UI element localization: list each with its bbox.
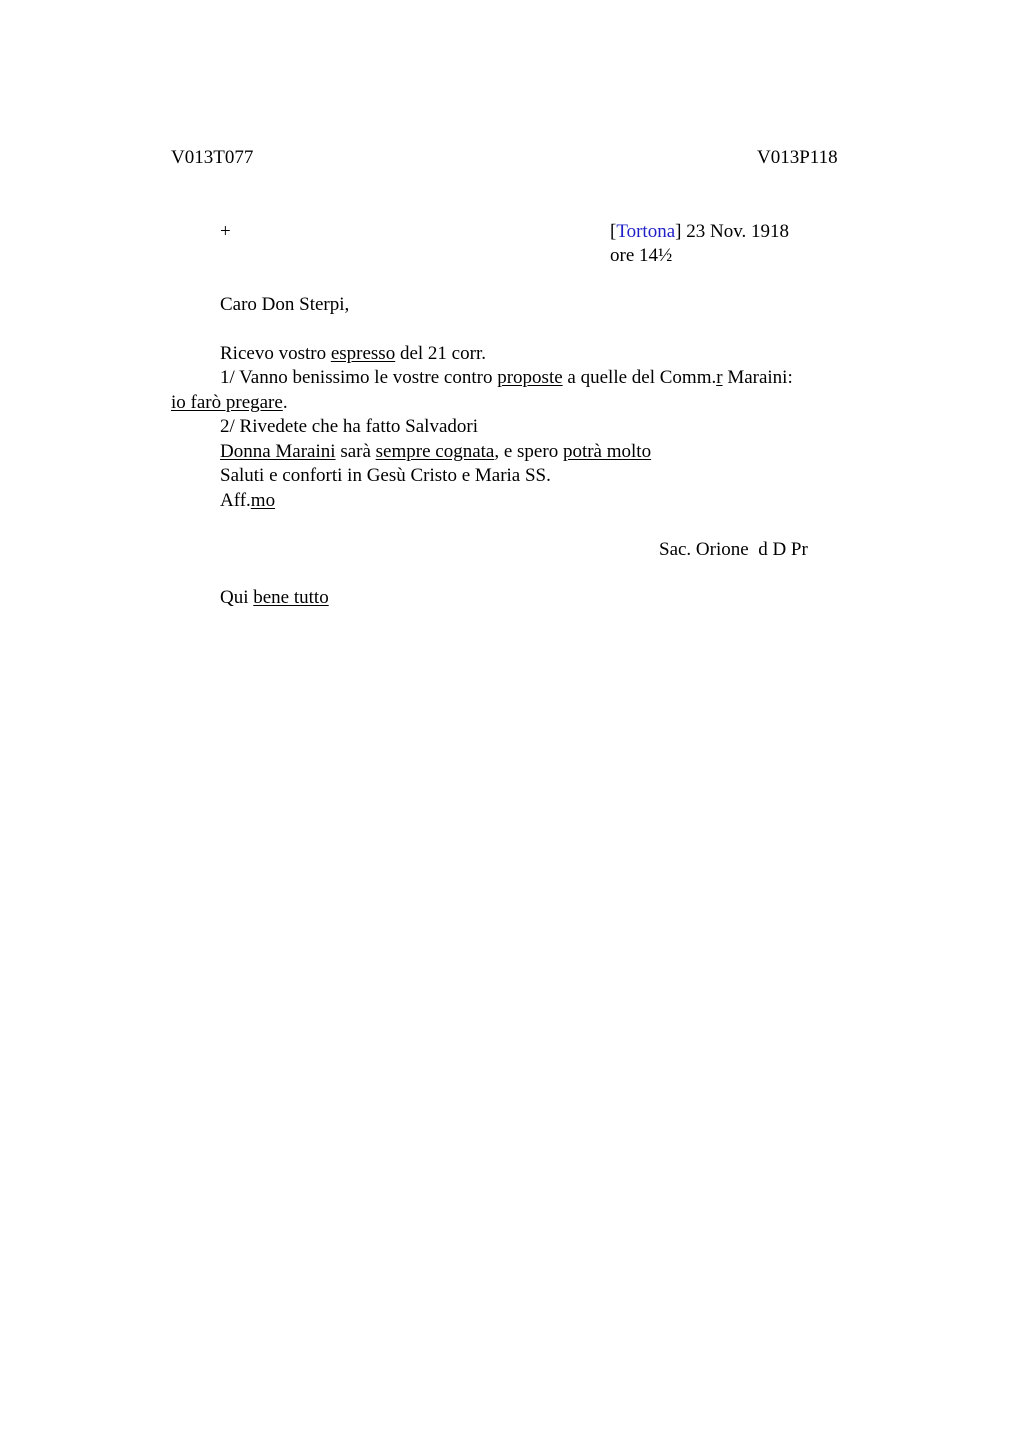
cross-mark	[220, 220, 231, 244]
body-line-7-a: Aff.	[220, 490, 251, 511]
place-bracket-close: ]	[675, 221, 682, 242]
body-line-6	[220, 464, 551, 488]
body-line-6-text: Saluti e conforti in Gesù Cristo e Maria SS.	[220, 465, 551, 486]
code-right-text: V013P118	[757, 147, 838, 168]
time-line	[610, 244, 672, 268]
body-line-5	[220, 440, 651, 464]
postscript	[220, 586, 329, 610]
body-line-1-a: Ricevo vostro	[220, 343, 331, 364]
body-line-7-underlined: mo	[250, 490, 276, 511]
place-name: Tortona	[616, 221, 676, 242]
body-line-3	[171, 391, 288, 415]
body-line-1-c: del 21 corr.	[395, 343, 486, 364]
body-line-1	[220, 342, 486, 366]
place-bracket-open: [	[610, 221, 617, 242]
body-line-5-underlined-c: sempre cognata	[375, 441, 495, 462]
document-code-right	[757, 146, 838, 170]
cross-text: +	[220, 221, 231, 242]
code-left-text: V013T077	[171, 147, 254, 168]
body-line-1-underlined: espresso	[330, 343, 396, 364]
body-line-2-c: a quelle del Comm.	[562, 367, 717, 388]
body-line-3-underlined: io farò pregare	[171, 392, 283, 413]
body-line-2-underlined: proposte	[497, 367, 563, 388]
signature	[659, 538, 808, 562]
body-line-7	[220, 489, 275, 513]
body-line-5-d: , e spero	[494, 441, 563, 462]
body-line-5-underlined-e: potrà molto	[562, 441, 652, 462]
salutation-text: Caro Don Sterpi,	[220, 294, 350, 315]
body-line-4-text: 2/ Rivedete che ha fatto Salvadori	[220, 416, 478, 437]
body-line-2-a: 1/ Vanno benissimo le vostre contro	[220, 367, 498, 388]
body-line-4	[220, 415, 478, 439]
body-line-3-b: .	[282, 392, 288, 413]
place-date	[610, 220, 789, 244]
body-line-5-underlined-a: Donna Maraini	[220, 441, 336, 462]
time-text: ore 14½	[610, 245, 673, 266]
salutation	[220, 293, 349, 317]
postscript-underlined: bene tutto	[253, 587, 329, 608]
body-line-2	[220, 366, 793, 390]
body-line-2-e: Maraini:	[722, 367, 793, 388]
document-code-left	[171, 146, 253, 170]
date-text: 23 Nov. 1918	[681, 221, 789, 242]
body-line-2-superscript-r: r	[716, 367, 723, 388]
postscript-a: Qui	[220, 587, 254, 608]
body-line-5-b: sarà	[335, 441, 376, 462]
signature-text: Sac. Orione d D Pr	[659, 539, 808, 560]
